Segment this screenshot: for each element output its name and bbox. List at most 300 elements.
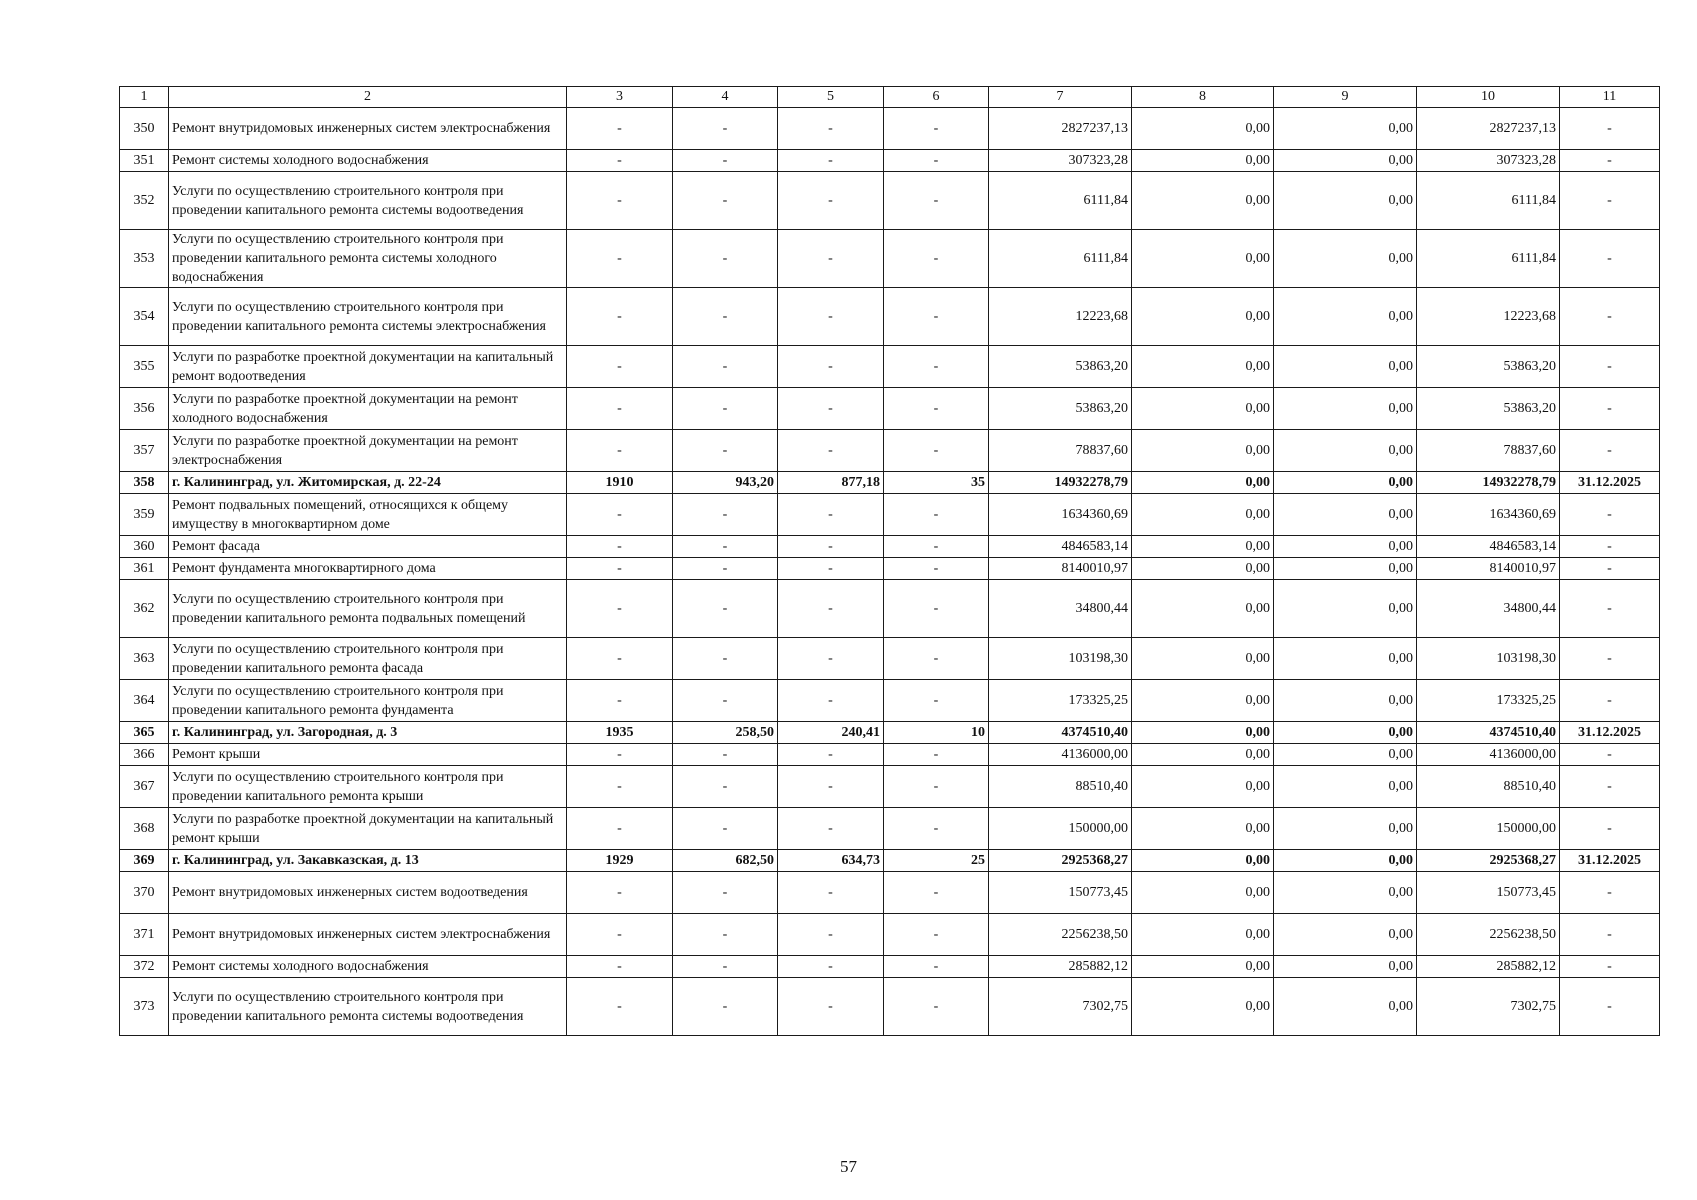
- work-description-cell: Услуги по разработке проектной документации на ремонт электроснабжения: [169, 430, 567, 472]
- col-11-cell: -: [1560, 978, 1660, 1036]
- col-5-cell: -: [778, 766, 884, 808]
- col-6-cell: 10: [884, 722, 989, 744]
- col-5-cell: -: [778, 680, 884, 722]
- work-description-cell: Услуги по осуществлению строительного контроля при проведении капитального ремонта системы холодного водоснабжения: [169, 230, 567, 288]
- col-8-cell: 0,00: [1132, 494, 1274, 536]
- col-9-cell: 0,00: [1274, 580, 1417, 638]
- col-4-cell: -: [673, 388, 778, 430]
- col-9-cell: 0,00: [1274, 722, 1417, 744]
- table-row: [120, 680, 1660, 722]
- col-4-cell: 682,50: [673, 850, 778, 872]
- header-cell: 2: [169, 87, 567, 108]
- col-7-cell: 53863,20: [989, 346, 1132, 388]
- col-10-cell: 53863,20: [1417, 388, 1560, 430]
- col-7-cell: 103198,30: [989, 638, 1132, 680]
- col-3-cell: -: [567, 956, 673, 978]
- header-cell: 10: [1417, 87, 1560, 108]
- col-6-cell: -: [884, 346, 989, 388]
- col-7-cell: 285882,12: [989, 956, 1132, 978]
- col-4-cell: -: [673, 744, 778, 766]
- table-row: [120, 872, 1660, 914]
- table-body: [120, 87, 1660, 1036]
- col-8-cell: 0,00: [1132, 346, 1274, 388]
- work-description-cell: г. Калининград, ул. Житомирская, д. 22-24: [169, 472, 567, 494]
- row-number-cell: 358: [120, 472, 169, 494]
- header-cell: 6: [884, 87, 989, 108]
- col-11-cell: -: [1560, 766, 1660, 808]
- header-cell: 3: [567, 87, 673, 108]
- col-4-cell: -: [673, 536, 778, 558]
- col-8-cell: 0,00: [1132, 172, 1274, 230]
- col-6-cell: -: [884, 388, 989, 430]
- row-number-cell: 352: [120, 172, 169, 230]
- col-5-cell: -: [778, 172, 884, 230]
- col-9-cell: 0,00: [1274, 388, 1417, 430]
- col-10-cell: 150773,45: [1417, 872, 1560, 914]
- header-cell: 4: [673, 87, 778, 108]
- col-10-cell: 34800,44: [1417, 580, 1560, 638]
- col-11-cell: 31.12.2025: [1560, 850, 1660, 872]
- repair-program-table: [119, 86, 1660, 1036]
- col-10-cell: 173325,25: [1417, 680, 1560, 722]
- table-row: [120, 722, 1660, 744]
- row-number-cell: 351: [120, 150, 169, 172]
- row-number-cell: 360: [120, 536, 169, 558]
- table-row: [120, 494, 1660, 536]
- col-10-cell: 6111,84: [1417, 172, 1560, 230]
- col-7-cell: 150773,45: [989, 872, 1132, 914]
- work-description-cell: Услуги по осуществлению строительного контроля при проведении капитального ремонта фасада: [169, 638, 567, 680]
- table-row: [120, 808, 1660, 850]
- row-number-cell: 357: [120, 430, 169, 472]
- col-3-cell: -: [567, 580, 673, 638]
- work-description-cell: Услуги по осуществлению строительного контроля при проведении капитального ремонта фундамента: [169, 680, 567, 722]
- col-6-cell: 35: [884, 472, 989, 494]
- col-4-cell: -: [673, 766, 778, 808]
- col-7-cell: 173325,25: [989, 680, 1132, 722]
- col-11-cell: 31.12.2025: [1560, 472, 1660, 494]
- work-description-cell: Ремонт фасада: [169, 536, 567, 558]
- col-10-cell: 1634360,69: [1417, 494, 1560, 536]
- col-10-cell: 6111,84: [1417, 230, 1560, 288]
- col-8-cell: 0,00: [1132, 722, 1274, 744]
- table-row: [120, 766, 1660, 808]
- col-7-cell: 307323,28: [989, 150, 1132, 172]
- work-description-cell: г. Калининград, ул. Загородная, д. 3: [169, 722, 567, 744]
- col-8-cell: 0,00: [1132, 808, 1274, 850]
- table-row: [120, 744, 1660, 766]
- col-3-cell: -: [567, 172, 673, 230]
- col-5-cell: -: [778, 978, 884, 1036]
- col-6-cell: 25: [884, 850, 989, 872]
- col-8-cell: 0,00: [1132, 744, 1274, 766]
- col-7-cell: 8140010,97: [989, 558, 1132, 580]
- row-number-cell: 367: [120, 766, 169, 808]
- row-number-cell: 364: [120, 680, 169, 722]
- col-8-cell: 0,00: [1132, 108, 1274, 150]
- col-8-cell: 0,00: [1132, 536, 1274, 558]
- work-description-cell: Ремонт внутридомовых инженерных систем электроснабжения: [169, 108, 567, 150]
- col-4-cell: -: [673, 808, 778, 850]
- col-7-cell: 2827237,13: [989, 108, 1132, 150]
- col-3-cell: -: [567, 558, 673, 580]
- col-5-cell: -: [778, 430, 884, 472]
- work-description-cell: Ремонт фундамента многоквартирного дома: [169, 558, 567, 580]
- col-9-cell: 0,00: [1274, 494, 1417, 536]
- col-4-cell: -: [673, 914, 778, 956]
- col-6-cell: -: [884, 978, 989, 1036]
- col-4-cell: -: [673, 230, 778, 288]
- table-row: [120, 430, 1660, 472]
- col-3-cell: -: [567, 230, 673, 288]
- col-4-cell: -: [673, 430, 778, 472]
- col-7-cell: 88510,40: [989, 766, 1132, 808]
- col-5-cell: -: [778, 230, 884, 288]
- col-8-cell: 0,00: [1132, 978, 1274, 1036]
- col-9-cell: 0,00: [1274, 956, 1417, 978]
- col-5-cell: -: [778, 288, 884, 346]
- col-10-cell: 307323,28: [1417, 150, 1560, 172]
- col-10-cell: 7302,75: [1417, 978, 1560, 1036]
- work-description-cell: Ремонт крыши: [169, 744, 567, 766]
- col-4-cell: -: [673, 558, 778, 580]
- col-11-cell: -: [1560, 872, 1660, 914]
- col-3-cell: -: [567, 108, 673, 150]
- col-11-cell: -: [1560, 150, 1660, 172]
- work-description-cell: Ремонт внутридомовых инженерных систем электроснабжения: [169, 914, 567, 956]
- table-row: [120, 558, 1660, 580]
- table-row: [120, 108, 1660, 150]
- col-7-cell: 7302,75: [989, 978, 1132, 1036]
- col-8-cell: 0,00: [1132, 766, 1274, 808]
- col-10-cell: 12223,68: [1417, 288, 1560, 346]
- col-11-cell: -: [1560, 346, 1660, 388]
- work-description-cell: г. Калининград, ул. Закавказская, д. 13: [169, 850, 567, 872]
- col-10-cell: 78837,60: [1417, 430, 1560, 472]
- col-10-cell: 2827237,13: [1417, 108, 1560, 150]
- table-row: [120, 638, 1660, 680]
- col-9-cell: 0,00: [1274, 872, 1417, 914]
- col-6-cell: -: [884, 172, 989, 230]
- col-10-cell: 88510,40: [1417, 766, 1560, 808]
- table-row: [120, 956, 1660, 978]
- col-5-cell: -: [778, 346, 884, 388]
- col-5-cell: -: [778, 494, 884, 536]
- col-11-cell: -: [1560, 914, 1660, 956]
- col-5-cell: -: [778, 744, 884, 766]
- col-10-cell: 14932278,79: [1417, 472, 1560, 494]
- col-8-cell: 0,00: [1132, 150, 1274, 172]
- row-number-cell: 354: [120, 288, 169, 346]
- col-6-cell: -: [884, 766, 989, 808]
- col-4-cell: 258,50: [673, 722, 778, 744]
- col-9-cell: 0,00: [1274, 744, 1417, 766]
- col-3-cell: -: [567, 494, 673, 536]
- col-4-cell: -: [673, 346, 778, 388]
- col-3-cell: -: [567, 288, 673, 346]
- col-4-cell: -: [673, 872, 778, 914]
- col-3-cell: -: [567, 978, 673, 1036]
- col-8-cell: 0,00: [1132, 288, 1274, 346]
- col-9-cell: 0,00: [1274, 346, 1417, 388]
- col-8-cell: 0,00: [1132, 850, 1274, 872]
- work-description-cell: Услуги по разработке проектной документации на капитальный ремонт водоотведения: [169, 346, 567, 388]
- header-cell: 7: [989, 87, 1132, 108]
- work-description-cell: Услуги по осуществлению строительного контроля при проведении капитального ремонта системы водоотведения: [169, 978, 567, 1036]
- col-10-cell: 53863,20: [1417, 346, 1560, 388]
- table-row: [120, 150, 1660, 172]
- col-4-cell: -: [673, 172, 778, 230]
- table-row: [120, 850, 1660, 872]
- col-8-cell: 0,00: [1132, 580, 1274, 638]
- col-3-cell: -: [567, 150, 673, 172]
- col-10-cell: 8140010,97: [1417, 558, 1560, 580]
- col-8-cell: 0,00: [1132, 430, 1274, 472]
- col-10-cell: 150000,00: [1417, 808, 1560, 850]
- col-5-cell: -: [778, 638, 884, 680]
- col-5-cell: -: [778, 580, 884, 638]
- col-3-cell: 1910: [567, 472, 673, 494]
- col-5-cell: -: [778, 808, 884, 850]
- row-number-cell: 368: [120, 808, 169, 850]
- row-number-cell: 373: [120, 978, 169, 1036]
- row-number-cell: 363: [120, 638, 169, 680]
- col-7-cell: 14932278,79: [989, 472, 1132, 494]
- col-11-cell: -: [1560, 536, 1660, 558]
- col-7-cell: 34800,44: [989, 580, 1132, 638]
- col-6-cell: -: [884, 808, 989, 850]
- row-number-cell: 350: [120, 108, 169, 150]
- col-6-cell: -: [884, 558, 989, 580]
- row-number-cell: 356: [120, 388, 169, 430]
- col-11-cell: -: [1560, 580, 1660, 638]
- col-10-cell: 285882,12: [1417, 956, 1560, 978]
- work-description-cell: Ремонт системы холодного водоснабжения: [169, 956, 567, 978]
- col-4-cell: -: [673, 680, 778, 722]
- col-3-cell: -: [567, 430, 673, 472]
- col-11-cell: 31.12.2025: [1560, 722, 1660, 744]
- table-row: [120, 346, 1660, 388]
- col-10-cell: 2925368,27: [1417, 850, 1560, 872]
- column-number-header-row: [120, 87, 1660, 108]
- table-row: [120, 472, 1660, 494]
- col-6-cell: -: [884, 580, 989, 638]
- col-11-cell: -: [1560, 808, 1660, 850]
- col-11-cell: -: [1560, 230, 1660, 288]
- col-9-cell: 0,00: [1274, 430, 1417, 472]
- row-number-cell: 369: [120, 850, 169, 872]
- col-3-cell: -: [567, 346, 673, 388]
- col-3-cell: -: [567, 744, 673, 766]
- col-8-cell: 0,00: [1132, 558, 1274, 580]
- row-number-cell: 362: [120, 580, 169, 638]
- col-3-cell: -: [567, 638, 673, 680]
- col-7-cell: 12223,68: [989, 288, 1132, 346]
- col-5-cell: 634,73: [778, 850, 884, 872]
- col-9-cell: 0,00: [1274, 680, 1417, 722]
- col-11-cell: -: [1560, 680, 1660, 722]
- col-6-cell: -: [884, 956, 989, 978]
- col-10-cell: 103198,30: [1417, 638, 1560, 680]
- col-8-cell: 0,00: [1132, 956, 1274, 978]
- work-description-cell: Ремонт системы холодного водоснабжения: [169, 150, 567, 172]
- col-9-cell: 0,00: [1274, 914, 1417, 956]
- work-description-cell: Услуги по осуществлению строительного контроля при проведении капитального ремонта системы электроснабжения: [169, 288, 567, 346]
- col-3-cell: -: [567, 872, 673, 914]
- row-number-cell: 353: [120, 230, 169, 288]
- row-number-cell: 359: [120, 494, 169, 536]
- col-11-cell: -: [1560, 638, 1660, 680]
- col-11-cell: -: [1560, 108, 1660, 150]
- work-description-cell: Услуги по разработке проектной документации на капитальный ремонт крыши: [169, 808, 567, 850]
- col-7-cell: 2925368,27: [989, 850, 1132, 872]
- col-8-cell: 0,00: [1132, 472, 1274, 494]
- col-3-cell: -: [567, 808, 673, 850]
- col-7-cell: 78837,60: [989, 430, 1132, 472]
- col-7-cell: 53863,20: [989, 388, 1132, 430]
- col-10-cell: 4374510,40: [1417, 722, 1560, 744]
- col-5-cell: -: [778, 956, 884, 978]
- col-11-cell: -: [1560, 558, 1660, 580]
- col-6-cell: -: [884, 230, 989, 288]
- row-number-cell: 371: [120, 914, 169, 956]
- document-sheet: [119, 86, 1660, 1036]
- col-3-cell: -: [567, 536, 673, 558]
- header-cell: 9: [1274, 87, 1417, 108]
- row-number-cell: 366: [120, 744, 169, 766]
- row-number-cell: 365: [120, 722, 169, 744]
- work-description-cell: Услуги по разработке проектной документации на ремонт холодного водоснабжения: [169, 388, 567, 430]
- col-5-cell: -: [778, 108, 884, 150]
- col-8-cell: 0,00: [1132, 680, 1274, 722]
- table-row: [120, 536, 1660, 558]
- col-8-cell: 0,00: [1132, 914, 1274, 956]
- col-5-cell: -: [778, 558, 884, 580]
- col-3-cell: -: [567, 680, 673, 722]
- col-5-cell: -: [778, 536, 884, 558]
- col-11-cell: -: [1560, 494, 1660, 536]
- col-6-cell: -: [884, 914, 989, 956]
- col-7-cell: 6111,84: [989, 230, 1132, 288]
- col-7-cell: 6111,84: [989, 172, 1132, 230]
- col-9-cell: 0,00: [1274, 472, 1417, 494]
- col-9-cell: 0,00: [1274, 808, 1417, 850]
- col-11-cell: -: [1560, 288, 1660, 346]
- col-11-cell: -: [1560, 430, 1660, 472]
- col-9-cell: 0,00: [1274, 172, 1417, 230]
- work-description-cell: Услуги по осуществлению строительного контроля при проведении капитального ремонта крыши: [169, 766, 567, 808]
- col-6-cell: -: [884, 150, 989, 172]
- row-number-cell: 355: [120, 346, 169, 388]
- col-4-cell: -: [673, 150, 778, 172]
- col-9-cell: 0,00: [1274, 638, 1417, 680]
- col-6-cell: -: [884, 430, 989, 472]
- table-row: [120, 288, 1660, 346]
- table-row: [120, 172, 1660, 230]
- col-7-cell: 150000,00: [989, 808, 1132, 850]
- col-11-cell: -: [1560, 744, 1660, 766]
- col-6-cell: -: [884, 638, 989, 680]
- col-7-cell: 4136000,00: [989, 744, 1132, 766]
- col-3-cell: -: [567, 914, 673, 956]
- col-5-cell: 240,41: [778, 722, 884, 744]
- col-6-cell: -: [884, 744, 989, 766]
- col-5-cell: -: [778, 914, 884, 956]
- col-3-cell: -: [567, 388, 673, 430]
- col-9-cell: 0,00: [1274, 230, 1417, 288]
- col-8-cell: 0,00: [1132, 872, 1274, 914]
- col-6-cell: -: [884, 494, 989, 536]
- col-3-cell: 1929: [567, 850, 673, 872]
- col-10-cell: 4136000,00: [1417, 744, 1560, 766]
- col-9-cell: 0,00: [1274, 150, 1417, 172]
- col-8-cell: 0,00: [1132, 388, 1274, 430]
- col-7-cell: 4846583,14: [989, 536, 1132, 558]
- col-7-cell: 4374510,40: [989, 722, 1132, 744]
- header-cell: 5: [778, 87, 884, 108]
- col-11-cell: -: [1560, 172, 1660, 230]
- row-number-cell: 372: [120, 956, 169, 978]
- col-5-cell: -: [778, 388, 884, 430]
- table-row: [120, 388, 1660, 430]
- col-10-cell: 4846583,14: [1417, 536, 1560, 558]
- col-3-cell: -: [567, 766, 673, 808]
- col-4-cell: 943,20: [673, 472, 778, 494]
- page-number: 57: [840, 1157, 857, 1176]
- work-description-cell: Услуги по осуществлению строительного контроля при проведении капитального ремонта системы водоотведения: [169, 172, 567, 230]
- header-cell: 11: [1560, 87, 1660, 108]
- col-6-cell: -: [884, 288, 989, 346]
- col-9-cell: 0,00: [1274, 850, 1417, 872]
- col-11-cell: -: [1560, 956, 1660, 978]
- col-5-cell: 877,18: [778, 472, 884, 494]
- col-6-cell: -: [884, 108, 989, 150]
- col-4-cell: -: [673, 956, 778, 978]
- col-6-cell: -: [884, 872, 989, 914]
- col-9-cell: 0,00: [1274, 288, 1417, 346]
- col-9-cell: 0,00: [1274, 558, 1417, 580]
- table-row: [120, 914, 1660, 956]
- col-4-cell: -: [673, 288, 778, 346]
- col-3-cell: 1935: [567, 722, 673, 744]
- col-4-cell: -: [673, 494, 778, 536]
- col-9-cell: 0,00: [1274, 536, 1417, 558]
- col-9-cell: 0,00: [1274, 108, 1417, 150]
- col-8-cell: 0,00: [1132, 230, 1274, 288]
- col-4-cell: -: [673, 108, 778, 150]
- col-5-cell: -: [778, 150, 884, 172]
- work-description-cell: Услуги по осуществлению строительного контроля при проведении капитального ремонта подвальных помещений: [169, 580, 567, 638]
- col-6-cell: -: [884, 536, 989, 558]
- col-4-cell: -: [673, 638, 778, 680]
- col-6-cell: -: [884, 680, 989, 722]
- col-10-cell: 2256238,50: [1417, 914, 1560, 956]
- col-4-cell: -: [673, 580, 778, 638]
- col-8-cell: 0,00: [1132, 638, 1274, 680]
- table-row: [120, 978, 1660, 1036]
- table-row: [120, 580, 1660, 638]
- work-description-cell: Ремонт подвальных помещений, относящихся к общему имуществу в многоквартирном доме: [169, 494, 567, 536]
- col-4-cell: -: [673, 978, 778, 1036]
- col-9-cell: 0,00: [1274, 766, 1417, 808]
- header-cell: 1: [120, 87, 169, 108]
- row-number-cell: 361: [120, 558, 169, 580]
- table-row: [120, 230, 1660, 288]
- col-7-cell: 1634360,69: [989, 494, 1132, 536]
- col-5-cell: -: [778, 872, 884, 914]
- col-7-cell: 2256238,50: [989, 914, 1132, 956]
- col-11-cell: -: [1560, 388, 1660, 430]
